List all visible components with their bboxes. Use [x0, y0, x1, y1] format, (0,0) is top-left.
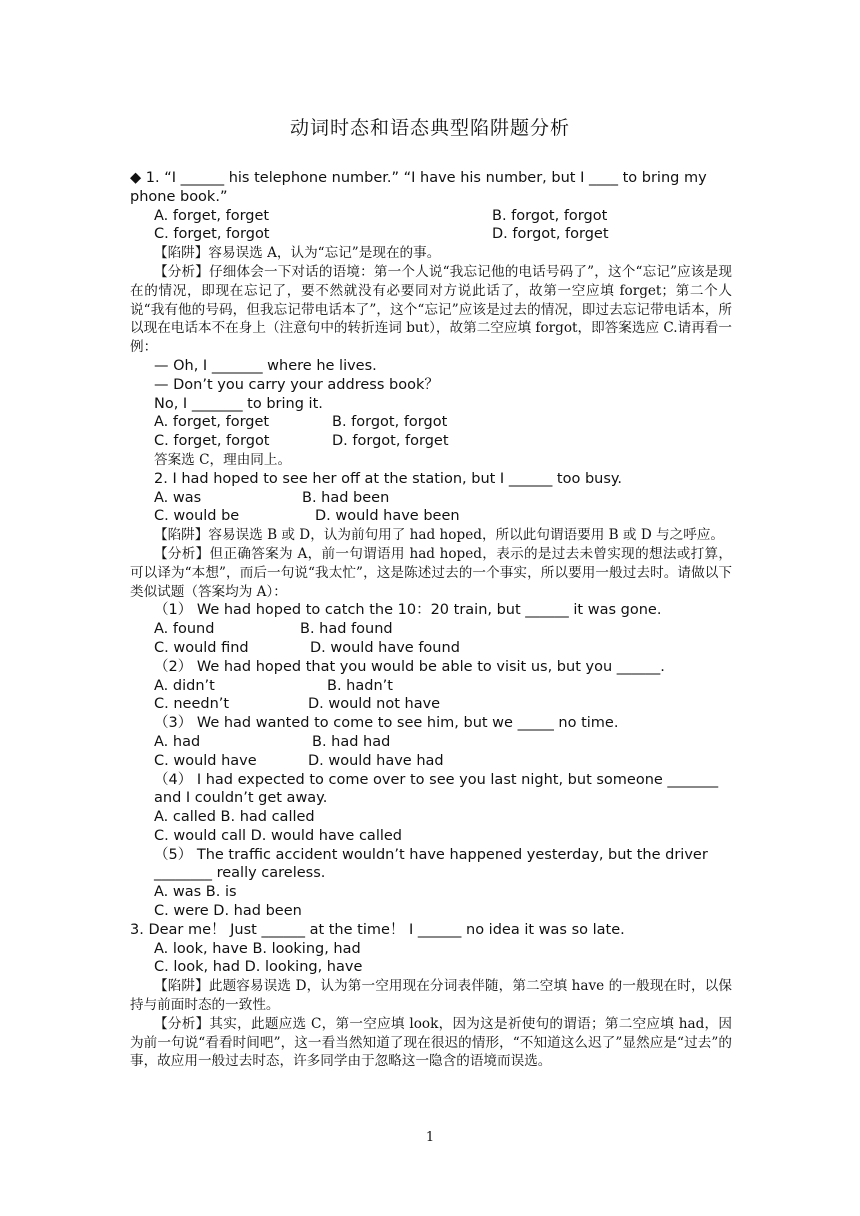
sub-question: （4） I had expected to come over to see you last night, but someone _______ and I couldn’t get away. [154, 771, 719, 807]
option-line: A. called B. had called [154, 809, 315, 826]
example-line: — Oh, I _______ where he lives. [154, 357, 377, 374]
option: B. hadn’t [327, 677, 393, 694]
trap-note: 【陷阱】容易误选 B 或 D，认为前句用了 had hoped，所以此句谓语要用 B 或 D 与之呼应。 [154, 527, 725, 544]
option: A. didn’t [154, 677, 215, 694]
options-row [130, 620, 732, 639]
answer-note: 答案选 C，理由同上。 [154, 451, 292, 468]
option: C. forget, forgot [154, 433, 270, 450]
option-line: A. was B. is [154, 884, 237, 901]
example-line: No, I _______ to bring it. [154, 395, 323, 412]
option-line: A. look, have B. looking, had [154, 940, 361, 957]
question-1: ◆ 1. “I ______ his telephone number.” “I have his number, but I ____ to bring my phone book.” [130, 170, 707, 205]
options-row [130, 695, 732, 714]
option: C. needn’t [154, 696, 230, 713]
question-3: 3. Dear me！ Just ______ at the time！ I ______ no idea it was so late. [130, 921, 625, 938]
option: A. forget, forget [154, 207, 270, 224]
option: A. found [154, 621, 215, 638]
option-line: C. were D. had been [154, 903, 302, 920]
question-2: 2. I had hoped to see her off at the station, but I ______ too busy. [154, 470, 623, 487]
analysis-note: 【分析】仔细体会一下对话的语境：第一个人说“我忘记他的电话号码了”，这个“忘记”应该是现在的情况，即现在忘记了，要不然就没有必要同对方说此话了，故第一空应填 forget；第二个人说“我有他的号码，但我忘记带电话本了”，这个“忘记”应该是过去的情况，即过去忘记带电话本，所以现在电话本不在身上（注意句中的转折连词 but），故第二空应填 forgot，即答案选应 C.请再看一例： [130, 263, 732, 356]
option-line: C. would call D. would have called [154, 827, 403, 844]
options-row [130, 507, 732, 526]
option: A. forget, forget [154, 414, 270, 431]
options-row [130, 207, 732, 226]
options-row [130, 639, 732, 658]
option: B. had found [300, 621, 393, 638]
sub-question: （2） We had hoped that you would be able to visit us, but you ______. [154, 658, 665, 675]
option: C. would be [154, 508, 240, 525]
document-title: 动词时态和语态典型陷阱题分析 [289, 117, 570, 139]
options-row [130, 752, 732, 771]
option: D. would have been [315, 508, 460, 525]
sub-question: （3） We had wanted to come to see him, but we _____ no time. [154, 715, 619, 732]
options-row [130, 489, 732, 508]
options-row [130, 225, 732, 244]
option: B. had had [312, 733, 391, 750]
option: B. forgot, forgot [332, 414, 448, 431]
option: C. would have [154, 752, 257, 769]
option: A. had [154, 733, 201, 750]
option: C. forget, forgot [154, 226, 270, 243]
analysis-note: 【分析】但正确答案为 A，前一句谓语用 had hoped，表示的是过去未曾实现的想法或打算，可以译为“本想”，而后一句说“我太忙”，这是陈述过去的一个事实，所以要用一般过去时。请做以下类似试题（答案均为 A）： [130, 545, 732, 600]
options-row [130, 413, 732, 432]
document-body [130, 169, 732, 1071]
options-row [130, 432, 732, 451]
option: D. forgot, forget [492, 226, 609, 243]
analysis-note: 【分析】其实，此题应选 C，第一空应填 look，因为这是祈使句的谓语；第二空应填 had，因为前一句说“看看时间吧”，这一看当然知道了现在很迟的情形，“不知道这么迟了”显然应是“过去”的事，故应用一般过去时态，许多同学由于忽略这一隐含的语境而误选。 [130, 1015, 732, 1070]
options-row [130, 733, 732, 752]
page-number: 1 [425, 1130, 435, 1145]
option: C. would find [154, 639, 249, 656]
option: A. was [154, 489, 202, 506]
option: D. would not have [308, 696, 441, 713]
option: B. had been [302, 489, 390, 506]
option: D. forgot, forget [332, 433, 449, 450]
option-line: C. look, had D. looking, have [154, 959, 363, 976]
options-row [130, 677, 732, 696]
option: B. forgot, forgot [492, 207, 608, 224]
option: D. would have had [308, 752, 444, 769]
trap-note: 【陷阱】容易误选 A，认为“忘记”是现在的事。 [154, 245, 441, 262]
trap-note: 【陷阱】此题容易误选 D，认为第一空用现在分词表伴随，第二空填 have 的一般现在时，以保持与前面时态的一致性。 [130, 978, 732, 1014]
sub-question: （5） The traffic accident wouldn’t have happened yesterday, but the driver ________ really careless. [154, 846, 708, 882]
sub-question: （1） We had hoped to catch the 10：20 train, but ______ it was gone. [154, 602, 662, 619]
example-line: — Don’t you carry your address book？ [154, 376, 439, 393]
option: D. would have found [310, 639, 460, 656]
